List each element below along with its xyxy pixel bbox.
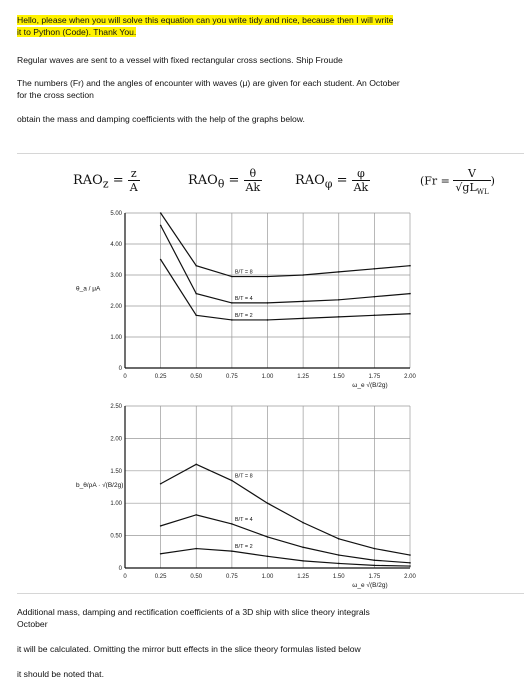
series-annotation: B/T = 4 xyxy=(234,295,253,302)
y-tick-label: 1.00 xyxy=(110,335,122,341)
data-point xyxy=(409,265,411,267)
froude-den-wrap xyxy=(453,181,490,196)
x-tick-label: 0.25 xyxy=(154,374,167,380)
x-tick-label: 0.50 xyxy=(190,574,203,580)
x-tick-label: 0.75 xyxy=(226,374,238,380)
x-tick-label: 1.50 xyxy=(332,574,345,580)
chart-rao-theta xyxy=(70,205,430,390)
formula-rao-phi: $RAO_\varphi$ = $\frac{\varphi}{Ak}$ xyxy=(295,167,369,194)
froude-den: √gL xyxy=(455,181,477,194)
data-point xyxy=(160,259,162,261)
data-point xyxy=(231,276,233,278)
x-tick-label: 2.00 xyxy=(404,374,416,380)
paragraph-2-line-2: for the cross section xyxy=(17,90,94,100)
x-tick-label: 1.75 xyxy=(368,374,381,380)
x-axis-label: ω_e √(B/2g) xyxy=(352,382,388,389)
formula-rao-theta: $RAO_\theta$ = $\frac{\theta}{Ak}$ xyxy=(188,167,261,194)
data-point xyxy=(195,315,197,317)
data-point xyxy=(195,293,197,295)
y-tick-label: 2.00 xyxy=(110,304,122,310)
y-tick-label: 1.50 xyxy=(110,468,122,475)
froude-close: ) xyxy=(490,174,495,188)
y-tick-label: 0 xyxy=(118,366,122,372)
paragraph-4 xyxy=(17,606,507,630)
formula-rao-z: $RAO_z$ = $\frac{z}{A}$ xyxy=(73,167,138,194)
data-point xyxy=(302,546,304,548)
x-tick-label: 1.50 xyxy=(332,374,345,380)
paragraph-6: it should be noted that. xyxy=(17,669,104,679)
rao-theta-fraction xyxy=(244,167,263,194)
data-point xyxy=(231,480,233,482)
data-point xyxy=(195,548,197,550)
data-point xyxy=(338,554,340,556)
rao-phi-den: Ak xyxy=(353,181,369,194)
data-point xyxy=(302,522,304,524)
chart-damping xyxy=(70,398,430,590)
rao-z-lhs: RAO xyxy=(73,173,103,188)
y-tick-label: 2.50 xyxy=(110,404,122,410)
series-line-2 xyxy=(161,549,410,566)
rao-theta-num: θ xyxy=(244,167,263,181)
data-point xyxy=(195,464,197,466)
paragraph-2 xyxy=(17,77,507,101)
rao-phi-lhs: RAO xyxy=(295,173,325,188)
data-point xyxy=(267,556,269,558)
rao-phi-sub: φ xyxy=(324,177,333,191)
data-point xyxy=(231,523,233,525)
paragraph-2-line-1: The numbers (Fr) and the angles of encounter with waves (μ) are given for each student. An October xyxy=(17,78,400,88)
data-point xyxy=(338,316,340,318)
froude-lhs: (Fr = xyxy=(420,174,450,188)
y-tick-label: 0.50 xyxy=(110,533,122,540)
data-point xyxy=(338,563,340,565)
series-line-1 xyxy=(161,225,410,303)
highlight-line-2: it to Python (Code). Thank You. xyxy=(17,27,137,37)
highlight-line-1: Hello, please when you will solve this equation can you write tidy and nice, because then I will write xyxy=(17,15,394,25)
froude-fraction xyxy=(453,167,490,196)
x-tick-label: 2.00 xyxy=(404,574,416,580)
froude-num: V xyxy=(453,167,490,181)
x-tick-label: 1.00 xyxy=(261,374,274,380)
data-point xyxy=(302,560,304,562)
data-point xyxy=(409,554,411,556)
data-point xyxy=(160,225,162,227)
rao-phi-num: φ xyxy=(352,167,371,181)
y-axis-label: b_θ/ρA · √(B/2g) xyxy=(76,482,124,489)
y-tick-label: 2.00 xyxy=(110,436,122,443)
data-point xyxy=(374,548,376,550)
data-point xyxy=(409,565,411,567)
series-annotation: B/T = 4 xyxy=(234,516,253,523)
formula-froude xyxy=(420,167,495,196)
data-point xyxy=(302,301,304,303)
paragraph-4-line-1: Additional mass, damping and rectification coefficients of a 3D ship with slice theory integrals xyxy=(17,607,370,617)
y-tick-label: 0 xyxy=(118,566,122,572)
data-point xyxy=(267,536,269,538)
question-highlight xyxy=(17,14,507,38)
series-annotation: B/T = 2 xyxy=(234,544,253,551)
series-line-1 xyxy=(161,515,410,563)
data-point xyxy=(267,302,269,304)
rao-z-num: z xyxy=(128,167,140,181)
rao-z-den: A xyxy=(129,181,138,194)
data-point xyxy=(374,559,376,561)
series-line-0 xyxy=(161,213,410,277)
paragraph-1: Regular waves are sent to a vessel with fixed rectangular cross sections. Ship Froude xyxy=(17,55,343,65)
data-point xyxy=(195,265,197,267)
paragraph-3: obtain the mass and damping coefficients with the help of the graphs below. xyxy=(17,114,305,124)
series-line-0 xyxy=(161,464,410,555)
data-point xyxy=(267,319,269,321)
data-point xyxy=(267,502,269,504)
data-point xyxy=(409,313,411,315)
x-tick-label: 0 xyxy=(123,374,127,380)
data-point xyxy=(338,299,340,301)
paragraph-4-line-2: October xyxy=(17,619,48,629)
data-point xyxy=(374,268,376,270)
data-point xyxy=(160,525,162,527)
rao-theta-den: Ak xyxy=(245,181,261,194)
x-tick-label: 0.50 xyxy=(190,374,203,380)
rao-theta-sub: θ xyxy=(217,177,225,191)
paragraph-5: it will be calculated. Omitting the mirror butt effects in the slice theory formulas listed below xyxy=(17,644,361,654)
series-annotation: B/T = 8 xyxy=(234,473,253,480)
data-point xyxy=(374,315,376,317)
data-point xyxy=(374,296,376,298)
data-point xyxy=(160,553,162,555)
data-point xyxy=(302,318,304,320)
rao-z-fraction xyxy=(128,167,140,194)
data-point xyxy=(160,483,162,485)
series-annotation: B/T = 2 xyxy=(234,312,253,319)
data-point xyxy=(231,319,233,321)
froude-den-sub: WL xyxy=(476,188,489,197)
data-point xyxy=(267,276,269,278)
y-tick-label: 4.00 xyxy=(110,242,122,248)
data-point xyxy=(374,565,376,567)
data-point xyxy=(409,562,411,564)
data-point xyxy=(302,274,304,276)
x-tick-label: 1.25 xyxy=(297,374,309,380)
y-axis-label: θ_a / μA xyxy=(76,285,101,293)
x-tick-label: 1.25 xyxy=(297,574,309,580)
data-point xyxy=(231,550,233,552)
figure-top-rule xyxy=(17,153,524,154)
y-tick-label: 3.00 xyxy=(110,273,122,279)
data-point xyxy=(409,293,411,295)
x-tick-label: 0.25 xyxy=(154,574,167,580)
data-point xyxy=(195,514,197,516)
rao-theta-lhs: RAO xyxy=(188,173,218,188)
data-point xyxy=(231,302,233,304)
rao-z-sub: z xyxy=(102,177,109,191)
x-tick-label: 0 xyxy=(123,574,127,580)
data-point xyxy=(338,538,340,540)
x-tick-label: 1.75 xyxy=(368,574,381,580)
y-tick-label: 1.00 xyxy=(110,501,122,508)
series-annotation: B/T = 8 xyxy=(234,269,253,276)
rao-phi-fraction xyxy=(352,167,371,194)
y-tick-label: 5.00 xyxy=(110,211,122,217)
data-point xyxy=(160,212,162,214)
data-point xyxy=(338,271,340,273)
x-tick-label: 1.00 xyxy=(261,574,274,580)
figure-bottom-rule xyxy=(17,593,524,594)
x-tick-label: 0.75 xyxy=(226,574,238,580)
x-axis-label: ω_e √(B/2g) xyxy=(352,582,388,589)
